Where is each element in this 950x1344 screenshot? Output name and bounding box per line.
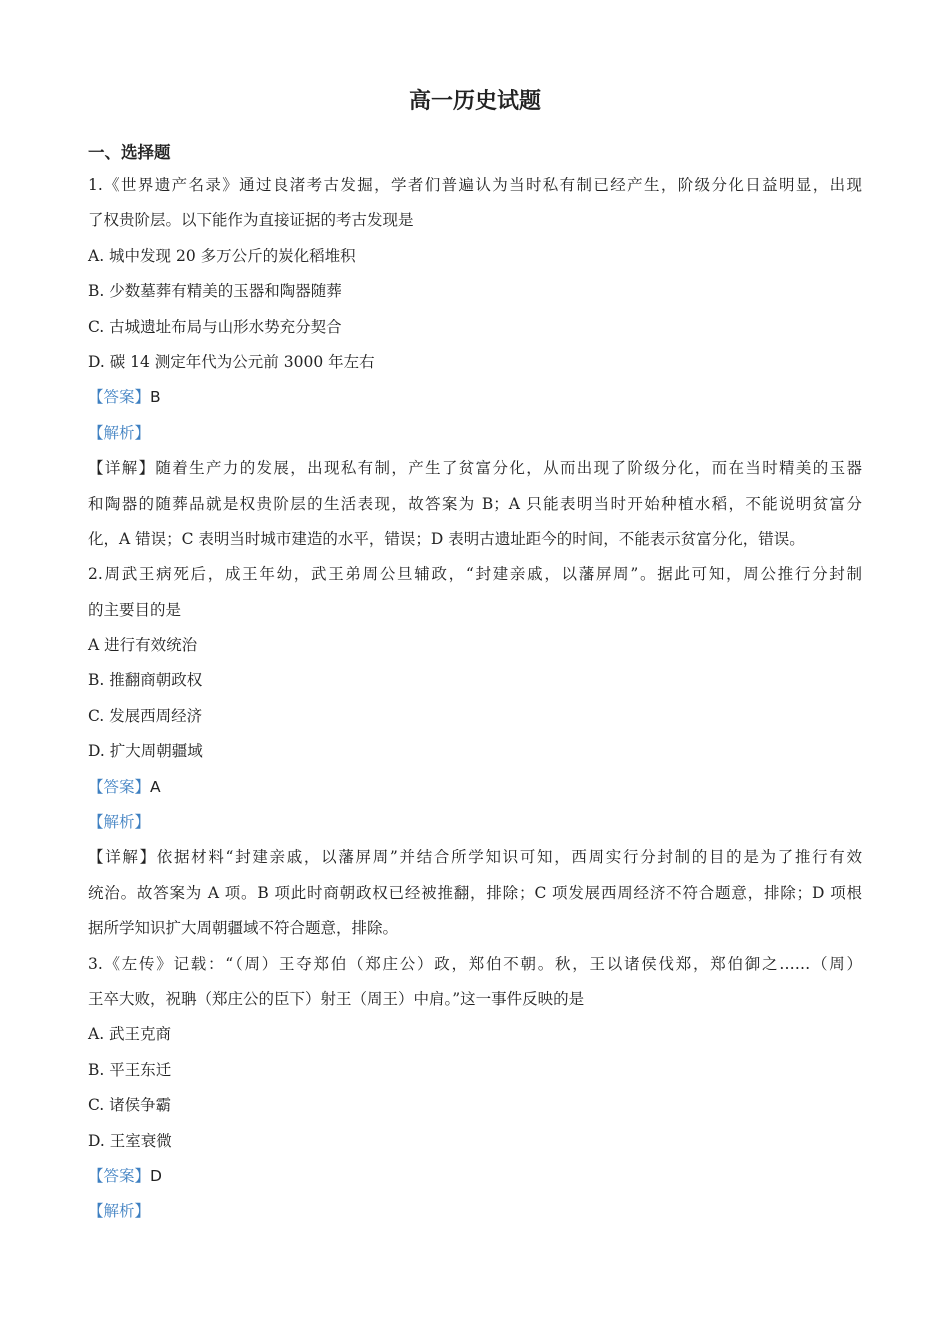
option-text: B. 少数墓葬有精美的玉器和陶器随葬 xyxy=(88,282,342,301)
detail-text: 化，A 错误；C 表明当时城市建造的水平，错误；D 表明古遗址距今的时间，不能表示贫富分化，错误。 xyxy=(88,529,805,548)
question-stem-line xyxy=(88,593,862,628)
option-text: C. 发展西周经济 xyxy=(88,706,203,725)
analysis-line xyxy=(88,805,862,840)
detail-line xyxy=(88,840,862,875)
option-item xyxy=(88,1124,862,1159)
detail-line xyxy=(88,876,862,911)
option-text: A. 城中发现 20 多万公斤的炭化稻堆积 xyxy=(88,246,356,265)
detail-tag: 【详解】 xyxy=(88,848,157,867)
document-title: 高一历史试题 xyxy=(408,89,541,114)
answer-tag: 【答案】 xyxy=(88,777,151,796)
option-text: A 进行有效统治 xyxy=(88,636,198,655)
option-text: C. 古城遗址布局与山形水势充分契合 xyxy=(88,317,342,336)
option-text: C. 诸侯争霸 xyxy=(88,1096,172,1115)
detail-text: 和陶器的随葬品就是权贵阶层的生活表现，故答案为 B；A 只能表明当时开始种植水稻，不能说明贫富分 xyxy=(88,494,862,513)
option-item xyxy=(88,1053,862,1088)
section-heading: 一、选择题 xyxy=(88,143,171,162)
question-stem-line xyxy=(88,947,862,982)
answer-line xyxy=(88,1159,862,1194)
option-item xyxy=(88,1088,862,1123)
option-text: D. 碳 14 测定年代为公元前 3000 年左右 xyxy=(88,352,375,371)
option-item xyxy=(88,274,862,309)
option-item xyxy=(88,734,862,769)
detail-line xyxy=(88,522,862,557)
detail-line xyxy=(88,487,862,522)
option-item xyxy=(88,345,862,380)
option-item xyxy=(88,699,862,734)
detail-text: 依据材料“封建亲戚，以藩屏周”并结合所学知识可知，西周实行分封制的目的是为了推行有效 xyxy=(156,848,862,867)
detail-line xyxy=(88,451,862,486)
detail-tag: 【详解】 xyxy=(88,459,156,478)
question-text: 2.周武王病死后，成王年幼，武王弟周公旦辅政，“封建亲戚，以藩屏周”。据此可知，周公推行分封制 xyxy=(88,565,862,584)
option-text: D. 王室衰微 xyxy=(88,1131,172,1150)
question-text: 1.《世界遗产名录》通过良渚考古发掘，学者们普遍认为当时私有制已经产生，阶级分化日益明显，出现 xyxy=(88,176,862,194)
answer-tag: 【答案】 xyxy=(88,388,151,407)
detail-line xyxy=(88,911,862,946)
option-item xyxy=(88,1017,862,1052)
option-item xyxy=(88,628,862,663)
detail-text: 统治。故答案为 A 项。B 项此时商朝政权已经被推翻，排除；C 项发展西周经济不符合题意，排除；D 项根 xyxy=(88,883,862,902)
question-stem-line xyxy=(88,557,862,592)
answer-value: D xyxy=(150,1166,162,1185)
option-text: B. 推翻商朝政权 xyxy=(88,671,203,690)
analysis-tag: 【解析】 xyxy=(88,813,151,832)
document-body xyxy=(88,168,862,1230)
answer-line xyxy=(88,770,862,805)
option-text: D. 扩大周朝疆域 xyxy=(88,742,203,761)
option-text: A. 武王克商 xyxy=(88,1025,172,1044)
question-stem-line xyxy=(88,203,862,238)
question-stem-line xyxy=(88,982,862,1017)
analysis-tag: 【解析】 xyxy=(88,1202,151,1221)
question-text: 的主要目的是 xyxy=(88,600,182,619)
detail-text: 据所学知识扩大周朝疆域不符合题意，排除。 xyxy=(88,919,399,938)
option-text: B. 平王东迁 xyxy=(88,1060,172,1079)
analysis-tag: 【解析】 xyxy=(88,423,151,442)
answer-value: A xyxy=(150,777,161,796)
detail-text: 随着生产力的发展，出现私有制，产生了贫富分化，从而出现了阶级分化，而在当时精美的玉器 xyxy=(155,459,862,478)
question-text: 了权贵阶层。以下能作为直接证据的考古发现是 xyxy=(88,211,414,230)
option-item xyxy=(88,310,862,345)
question-stem-line xyxy=(88,168,862,203)
question-text: 3.《左传》记载：“（周）王夺郑伯（郑庄公）政，郑伯不朝。秋，王以诸侯伐郑，郑伯御之……（周） xyxy=(88,954,862,973)
option-item xyxy=(88,239,862,274)
option-item xyxy=(88,663,862,698)
analysis-line xyxy=(88,1194,862,1229)
analysis-line xyxy=(88,416,862,451)
answer-line xyxy=(88,380,862,415)
question-text: 王卒大败，祝聃（郑庄公的臣下）射王（周王）中肩。”这一事件反映的是 xyxy=(88,989,585,1008)
answer-tag: 【答案】 xyxy=(88,1166,151,1185)
answer-value: B xyxy=(150,388,161,407)
